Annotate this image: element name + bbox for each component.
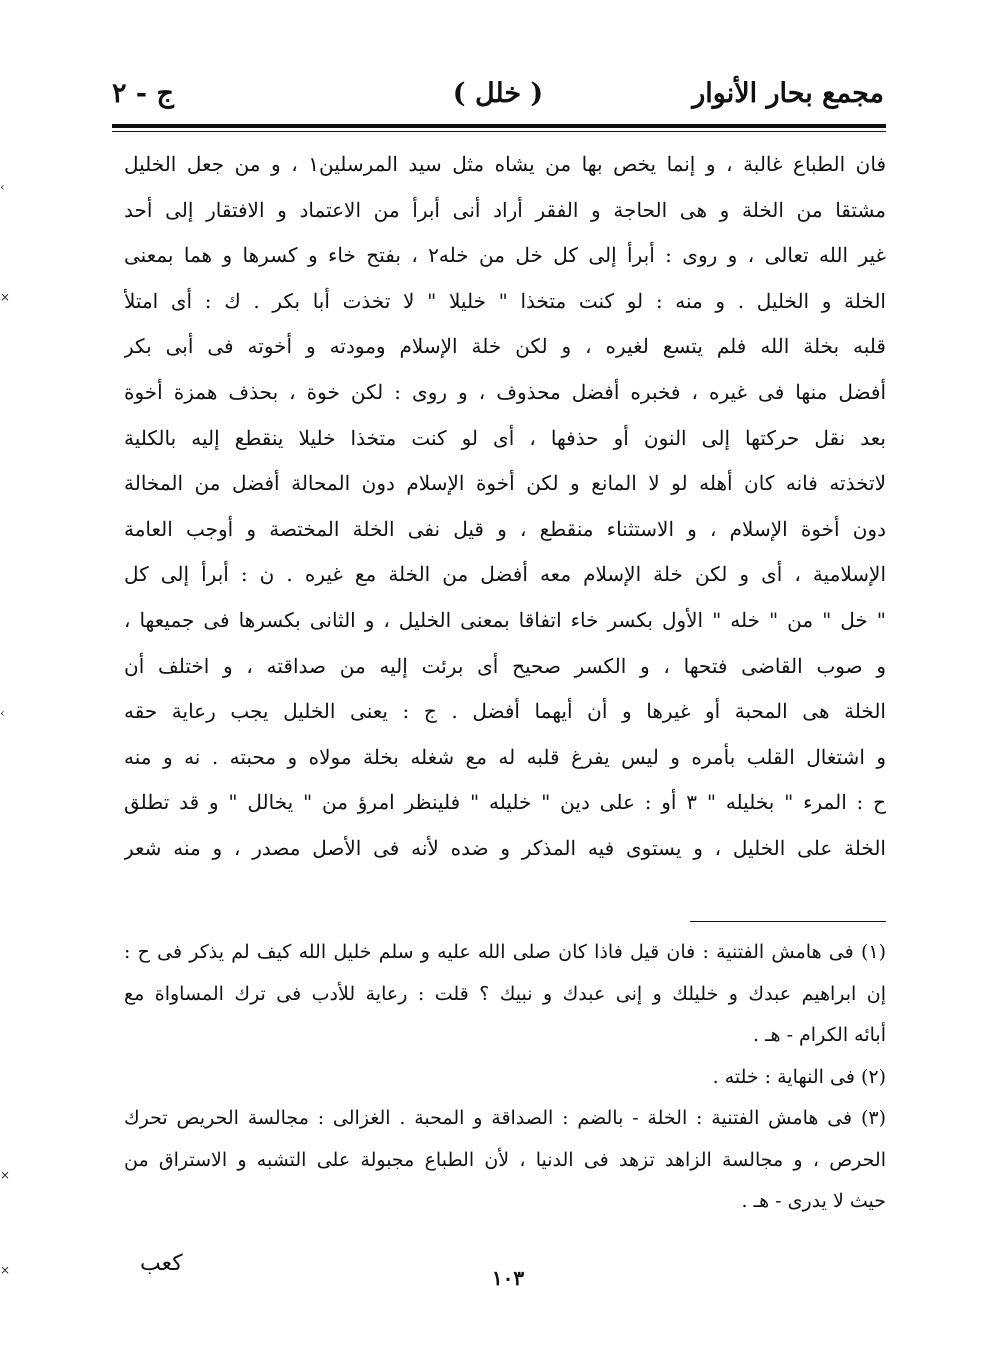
footnote-line: حيث لا يدرى - هـ . xyxy=(741,1190,886,1212)
text-line: الإسلامية ، أى و لكن خلة الإسلام معه أفضل من الخلة مع غيره . ن : أبرأ إلى كل xyxy=(124,562,886,587)
running-header xyxy=(112,78,884,122)
margin-mark: ‹ xyxy=(0,706,5,720)
page-number: ١٠٣ xyxy=(491,1266,525,1290)
book-title: مجمع بحار الأنوار xyxy=(692,78,884,109)
text-line: و اشتغال القلب بأمره و ليس يفرغ قلبه له مع شغله بخلة مولاه و محبته . نه و منه xyxy=(124,744,886,769)
margin-mark: ‹ xyxy=(0,180,5,194)
root-word: ( خلل ) xyxy=(452,78,544,109)
text-line: " خل " من " خله " الأول بكسر خاء اتفاقا بمعنى الخليل ، و الثانى بكسرها فى جميعها ، xyxy=(124,607,886,632)
margin-mark: × xyxy=(0,1168,11,1182)
header-rule-thin xyxy=(112,131,886,132)
footnotes xyxy=(124,932,886,1223)
text-line: لاتخذته فانه كان أهله لو لا المانع و لكن أخوة الإسلام دون المحالة أفضل من المخالة xyxy=(124,471,886,496)
margin-mark: × xyxy=(0,290,11,304)
footnote-line: الحرص ، و مجالسة الزاهد تزهد فى الدنيا ، لأن الطباع مجبولة على التشبه و الاستراق من xyxy=(124,1148,886,1171)
footnote-line: إن ابراهيم عبدك و خليلك و إنى عبدك و نبيك ؟ قلت : رعاية للأدب فى ترك المساواة مع xyxy=(124,982,886,1005)
footnote-line: أبائه الكرام - هـ . xyxy=(752,1024,886,1046)
footnote-line: (٢) فى النهاية : خلته . xyxy=(712,1065,886,1088)
text-line: أفضل منها فى غيره ، فخبره أفضل محذوف ، و روى : لكن خوة ، بحذف همزة أخوة xyxy=(124,379,886,404)
footnote-line: (١) فى هامش الفتنية : فان قيل فاذا كان صلى الله عليه و سلم خليل الله كيف لم يذكر فى ح : xyxy=(124,941,886,963)
volume-number: ج - ٢ xyxy=(112,78,174,109)
text-line: الخلة هى المحبة أو غيرها و أن أيهما أفضل . ج : يعنى الخليل يجب رعاية حقه xyxy=(124,699,886,724)
text-line: فان الطباع غالبة ، و إنما يخص بها من يشاه مثل سيد المرسلين١ ، و من جعل الخليل xyxy=(124,152,886,176)
text-line: دون أخوة الإسلام ، و الاستثناء منقطع ، و قيل نفى الخلة المختصة و أوجب العامة xyxy=(124,516,886,541)
footnote-separator xyxy=(690,921,886,922)
catchword: كعب xyxy=(140,1251,183,1276)
text-line: و صوب القاضى فتحها ، و الكسر صحيح أى برئت إليه من صداقته ، و اختلف أن xyxy=(124,653,886,678)
text-line: الخلة على الخليل ، و يستوى فيه المذكر و ضده لأنه فى الأصل مصدر ، و منه شعر xyxy=(124,835,886,860)
text-line: غير الله تعالى ، و روى : أبرأ إلى كل خل من خله٢ ، بفتح خاء و كسرها و هما بمعنى xyxy=(124,243,886,268)
text-line: قلبه بخلة الله فلم يتسع لغيره ، و لكن خلة الإسلام ومودته و أخوته فى أبى بكر xyxy=(124,334,886,359)
text-line: الخلة و الخليل . و منه : لو كنت متخذا " خليلا " لا تخذت أبا بكر . ك : أى امتلأ xyxy=(124,288,886,313)
text-line: بعد نقل حركتها إلى النون أو حذفها ، أى لو كنت متخذا خليلا ينقطع إليه بالكلية xyxy=(124,425,886,450)
text-line: مشتقا من الخلة و هى الحاجة و الفقر أراد أنى أبرأ من الاعتماد و الافتقار إلى أحد xyxy=(124,197,886,222)
text-line: ح : المرء " بخليله " ٣ أو : على دين " خليله " فلينظر امرؤ من " يخالل " و قد تطلق xyxy=(124,790,886,815)
margin-mark: × xyxy=(0,1263,11,1277)
main-text xyxy=(124,142,886,872)
header-rule-thick xyxy=(112,124,886,128)
footnote-line: (٣) فى هامش الفتنية : الخلة - بالضم : الصداقة و المحبة . الغزالى : مجالسة الحريص تحرك xyxy=(124,1107,886,1129)
